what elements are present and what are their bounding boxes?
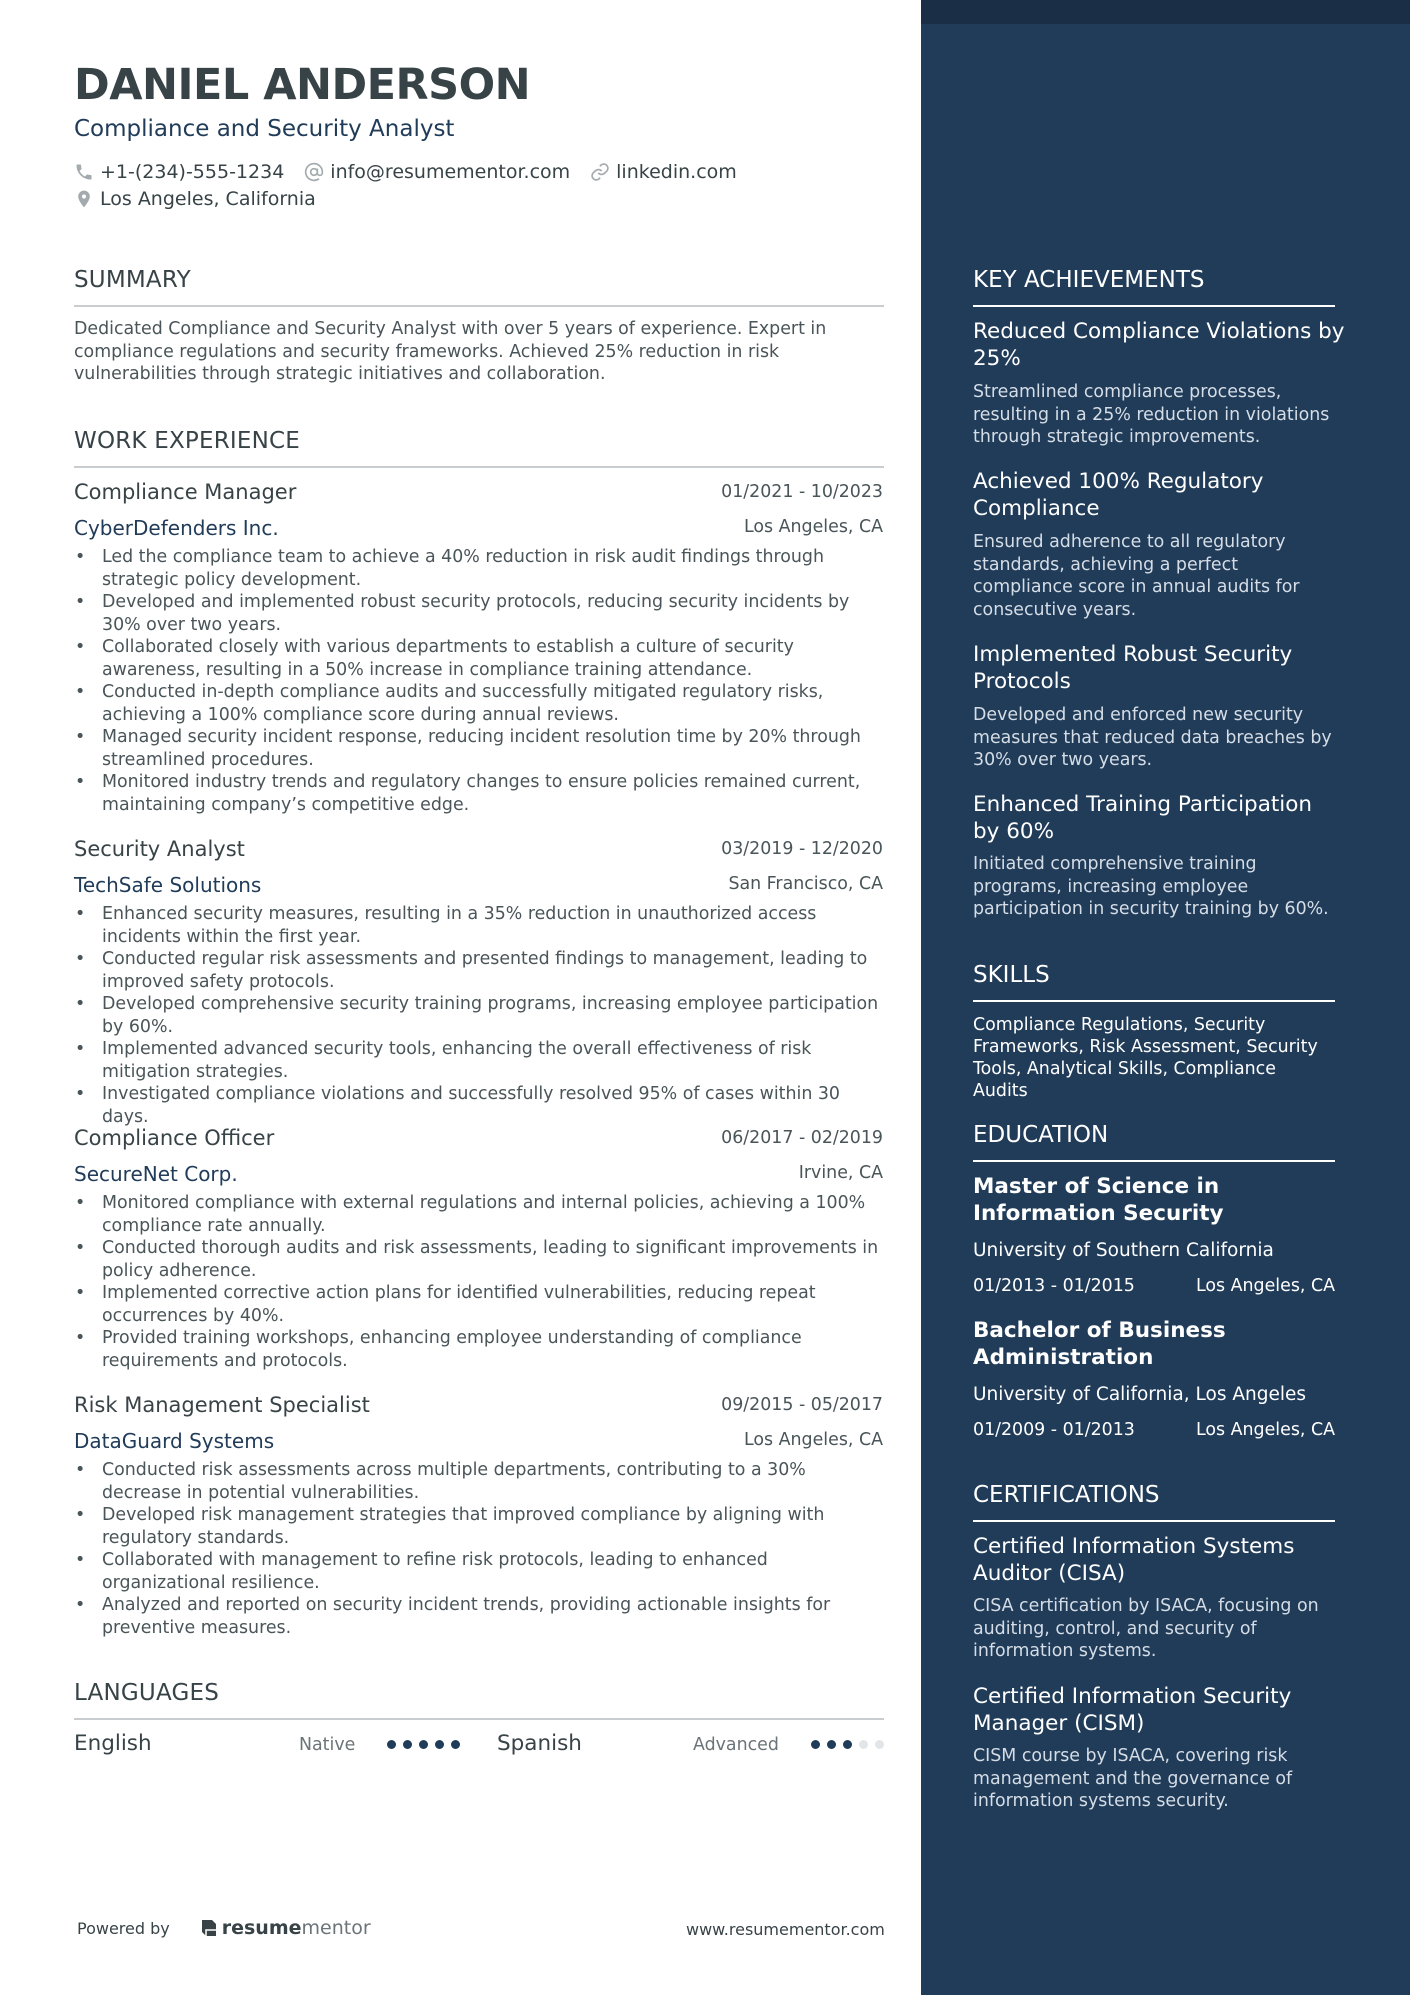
rating-dot-filled bbox=[403, 1740, 412, 1749]
phone-text: +1-(234)-555-1234 bbox=[100, 161, 285, 183]
job-bullets bbox=[74, 546, 886, 816]
achievement-title: Enhanced Training Participation by 60% bbox=[973, 792, 1313, 844]
rating-dot-filled bbox=[811, 1740, 820, 1749]
achievement-title: Reduced Compliance Violations by 25% bbox=[973, 319, 1345, 371]
sidebar-top-strip bbox=[921, 0, 1410, 24]
phone-icon bbox=[74, 162, 94, 182]
education-location: Los Angeles, CA bbox=[1196, 1420, 1335, 1440]
bullet-item: • Provided training workshops, enhancing employee understanding of compliance requirements and protocols. bbox=[74, 1327, 886, 1372]
bullet-item: • Monitored industry trends and regulatory changes to ensure policies remained current, maintaining company’s competitive edge. bbox=[74, 771, 886, 816]
job-title: Compliance Officer bbox=[74, 1126, 275, 1150]
bullet-item: • Investigated compliance violations and successfully resolved 95% of cases within 30 days. bbox=[74, 1083, 886, 1128]
bullet-item: • Collaborated with management to refine risk protocols, leading to enhanced organizational resilience. bbox=[74, 1549, 886, 1594]
language-rating-dots bbox=[387, 1740, 467, 1749]
achievement-title: Implemented Robust Security Protocols bbox=[973, 642, 1293, 694]
achievement-desc: Ensured adherence to all regulatory standards, achieving a perfect compliance score in annual audits for consecutive years. bbox=[973, 532, 1300, 620]
job-location: Los Angeles, CA bbox=[744, 1430, 883, 1450]
resumementor-logo[interactable] bbox=[200, 1917, 371, 1939]
languages-divider bbox=[74, 1718, 884, 1720]
bullet-item: • Enhanced security measures, resulting in a 35% reduction in unauthorized access incidents within the first year. bbox=[74, 903, 886, 948]
achievement-desc: Developed and enforced new security measures that reduced data breaches by 30% over two years. bbox=[973, 705, 1332, 770]
powered-by-text: Powered by bbox=[77, 1918, 170, 1938]
skills-heading: SKILLS bbox=[973, 962, 1050, 988]
certification-desc: CISA certification by ISACA, focusing on auditing, control, and security of information systems. bbox=[973, 1596, 1319, 1661]
bullet-item: • Analyzed and reported on security incident trends, providing actionable insights for preventive measures. bbox=[74, 1594, 886, 1639]
education-dates: 01/2009 - 01/2013 bbox=[973, 1420, 1135, 1440]
language-level: Native bbox=[299, 1735, 356, 1755]
rating-dot-filled bbox=[843, 1740, 852, 1749]
education-heading: EDUCATION bbox=[973, 1122, 1109, 1148]
summary-divider bbox=[74, 305, 884, 307]
bullet-item: • Conducted risk assessments across multiple departments, contributing to a 30% decrease in potential vulnerabilities. bbox=[74, 1459, 886, 1504]
job-title: Compliance Manager bbox=[74, 480, 297, 504]
job-title: Risk Management Specialist bbox=[74, 1393, 370, 1417]
bullet-item: • Developed comprehensive security training programs, increasing employee participation by 60%. bbox=[74, 993, 886, 1038]
achievement-desc: Initiated comprehensive training programs, increasing employee participation in security training by 60%. bbox=[973, 854, 1329, 919]
job-bullets bbox=[74, 903, 886, 1128]
rating-dot-empty bbox=[875, 1740, 884, 1749]
footer-powered-by bbox=[77, 1917, 371, 1939]
education-divider bbox=[973, 1160, 1335, 1162]
location-pin-icon bbox=[74, 188, 94, 210]
achievement-title: Achieved 100% Regulatory Compliance bbox=[973, 469, 1264, 521]
location-contact bbox=[74, 188, 316, 210]
rating-dot-filled bbox=[419, 1740, 428, 1749]
brand-light: mentor bbox=[301, 1917, 371, 1939]
rating-dot-filled bbox=[827, 1740, 836, 1749]
experience-heading: WORK EXPERIENCE bbox=[74, 428, 301, 454]
bullet-item: • Developed risk management strategies that improved compliance by aligning with regulatory standards. bbox=[74, 1504, 886, 1549]
job-bullets bbox=[74, 1459, 886, 1639]
skills-divider bbox=[973, 1000, 1335, 1002]
location-row bbox=[74, 188, 336, 210]
job-location: Los Angeles, CA bbox=[744, 517, 883, 537]
job-company: CyberDefenders Inc. bbox=[74, 516, 279, 540]
job-bullets bbox=[74, 1192, 886, 1372]
education-school: University of Southern California bbox=[973, 1240, 1274, 1261]
bullet-item: • Monitored compliance with external regulations and internal policies, achieving a 100% compliance rate annually. bbox=[74, 1192, 886, 1237]
rating-dot-filled bbox=[451, 1740, 460, 1749]
bullet-item: • Implemented advanced security tools, enhancing the overall effectiveness of risk mitigation strategies. bbox=[74, 1038, 886, 1083]
email-contact[interactable] bbox=[304, 161, 570, 183]
bullet-item: • Conducted regular risk assessments and presented findings to management, leading to improved safety protocols. bbox=[74, 948, 886, 993]
language-rating-dots bbox=[811, 1740, 891, 1749]
language-name: English bbox=[74, 1731, 152, 1756]
language-level: Advanced bbox=[693, 1735, 779, 1755]
summary-heading: SUMMARY bbox=[74, 267, 191, 293]
job-dates: 01/2021 - 10/2023 bbox=[721, 482, 883, 502]
bullet-item: • Led the compliance team to achieve a 40% reduction in risk audit findings through strategic policy development. bbox=[74, 546, 886, 591]
education-degree: Master of Science in Information Security bbox=[973, 1174, 1224, 1226]
achievements-divider bbox=[973, 305, 1335, 307]
rating-dot-filled bbox=[387, 1740, 396, 1749]
bullet-item: • Conducted in-depth compliance audits and successfully mitigated regulatory risks, achieving a 100% compliance score during annual reviews. bbox=[74, 681, 886, 726]
job-company: SecureNet Corp. bbox=[74, 1162, 238, 1186]
candidate-name: DANIEL ANDERSON bbox=[74, 60, 531, 110]
at-icon bbox=[304, 162, 324, 182]
email-text[interactable]: info@resumementor.com bbox=[330, 161, 571, 183]
job-location: Irvine, CA bbox=[798, 1163, 883, 1183]
achievement-desc: Streamlined compliance processes, resulting in a 25% reduction in violations through strategic improvements. bbox=[973, 382, 1330, 447]
bullet-item: • Implemented corrective action plans for identified vulnerabilities, reducing repeat occurrences by 40%. bbox=[74, 1282, 886, 1327]
linkedin-contact[interactable] bbox=[590, 161, 737, 183]
job-title: Security Analyst bbox=[74, 837, 245, 861]
location-text: Los Angeles, California bbox=[100, 188, 316, 210]
job-company: TechSafe Solutions bbox=[74, 873, 262, 897]
job-dates: 06/2017 - 02/2019 bbox=[721, 1128, 883, 1148]
education-school: University of California, Los Angeles bbox=[973, 1384, 1307, 1405]
sidebar bbox=[921, 0, 1410, 1995]
job-location: San Francisco, CA bbox=[728, 874, 883, 894]
certification-title: Certified Information Security Manager (CISM) bbox=[973, 1684, 1292, 1736]
rating-dot-empty bbox=[859, 1740, 868, 1749]
bullet-item: • Managed security incident response, reducing incident resolution time by 20% through streamlined procedures. bbox=[74, 726, 886, 771]
job-dates: 03/2019 - 12/2020 bbox=[721, 839, 883, 859]
brand-bold: resume bbox=[221, 1917, 302, 1939]
logo-icon bbox=[200, 1918, 218, 1938]
bullet-item: • Developed and implemented robust security protocols, reducing security incidents by 30% over two years. bbox=[74, 591, 886, 636]
link-icon bbox=[590, 162, 610, 182]
job-dates: 09/2015 - 05/2017 bbox=[721, 1395, 883, 1415]
linkedin-text[interactable]: linkedin.com bbox=[616, 161, 737, 183]
candidate-title: Compliance and Security Analyst bbox=[74, 116, 455, 142]
skills-list: Compliance Regulations, Security Frameworks, Risk Assessment, Security Tools, Analytical Skills, Compliance Audits bbox=[973, 1015, 1318, 1101]
education-dates: 01/2013 - 01/2015 bbox=[973, 1276, 1135, 1296]
languages-heading: LANGUAGES bbox=[74, 1680, 220, 1706]
experience-divider bbox=[74, 466, 884, 468]
job-company: DataGuard Systems bbox=[74, 1429, 275, 1453]
certifications-heading: CERTIFICATIONS bbox=[973, 1482, 1160, 1508]
bullet-item: • Collaborated closely with various departments to establish a culture of security awareness, resulting in a 50% increase in compliance training attendance. bbox=[74, 636, 886, 681]
certification-title: Certified Information Systems Auditor (CISA) bbox=[973, 1534, 1295, 1586]
achievements-heading: KEY ACHIEVEMENTS bbox=[973, 267, 1205, 293]
education-location: Los Angeles, CA bbox=[1196, 1276, 1335, 1296]
contact-row bbox=[74, 161, 757, 183]
rating-dot-filled bbox=[435, 1740, 444, 1749]
certifications-divider bbox=[973, 1520, 1335, 1522]
summary-text: Dedicated Compliance and Security Analyst with over 5 years of experience. Expert in compliance regulations and security frameworks. Achieved 25% reduction in risk vulnerabilities through strategic initiatives and collaboration. bbox=[74, 319, 827, 384]
footer-website[interactable]: www.resumementor.com bbox=[686, 1920, 885, 1939]
bullet-item: • Conducted thorough audits and risk assessments, leading to significant improvements in policy adherence. bbox=[74, 1237, 886, 1282]
certification-desc: CISM course by ISACA, covering risk management and the governance of information systems security. bbox=[973, 1746, 1293, 1811]
phone-contact bbox=[74, 161, 284, 183]
language-name: Spanish bbox=[497, 1731, 582, 1756]
education-degree: Bachelor of Business Administration bbox=[973, 1318, 1226, 1370]
